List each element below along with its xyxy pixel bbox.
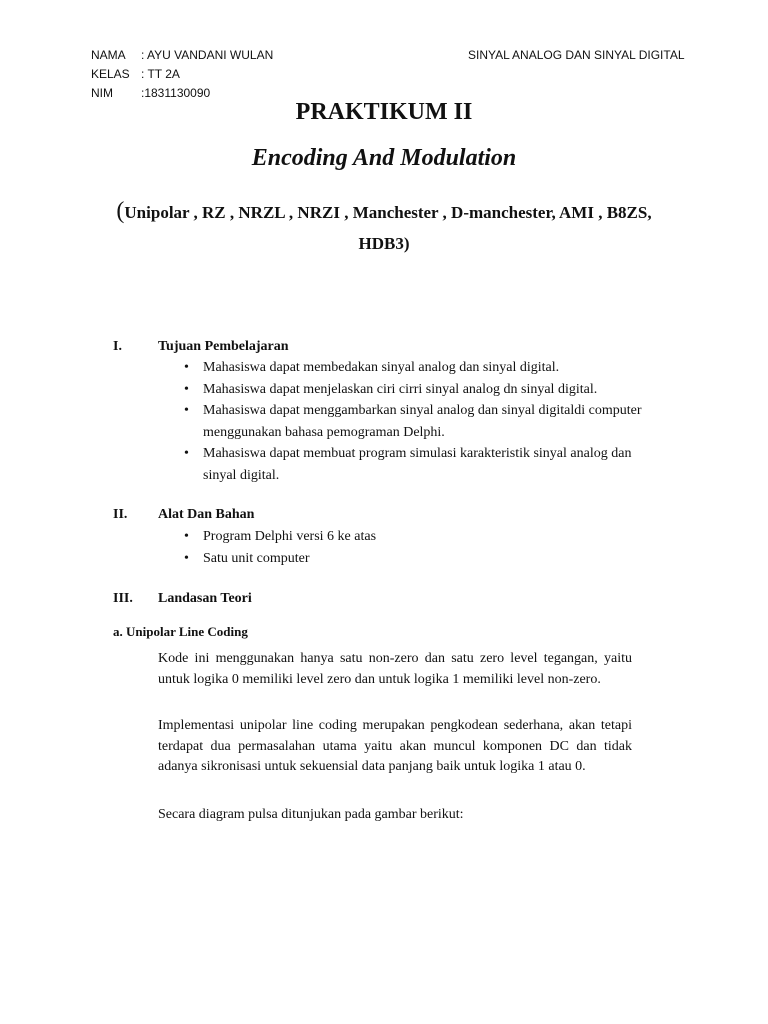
section-heading-2 (113, 507, 254, 523)
list-item-text: Program Delphi versi 6 ke atas (203, 529, 377, 544)
list-item-text: Mahasiswa dapat menggambarkan sinyal analog dan sinyal digitaldi computer menggunakan bahasa pemograman Delphi. (203, 403, 642, 440)
section-title: Alat Dan Bahan (158, 507, 255, 522)
paragraph-pulse-diagram-intro: Secara diagram pulsa ditunjukan pada gambar berikut: (158, 807, 464, 822)
list-item-text: Mahasiswa dapat membuat program simulasi karakteristik sinyal analog dan sinyal digital. (203, 446, 632, 483)
section-numeral: III. (113, 591, 133, 606)
close-paren: ) (403, 234, 410, 253)
section-heading-1 (113, 339, 289, 355)
list-item-text: Mahasiswa dapat menjelaskan ciri cirri sinyal analog dn sinyal digital. (203, 381, 598, 397)
tools-list (158, 526, 668, 569)
subsection-heading-unipolar: a. Unipolar Line Coding (113, 624, 248, 639)
bullet-icon: • (184, 381, 189, 397)
student-name-row (91, 46, 273, 65)
codes-line-2: HDB3 (358, 234, 404, 253)
section-title: Tujuan Pembelajaran (158, 339, 289, 354)
codes-line-1: Unipolar , RZ , NRZL , NRZI , Manchester , D-manchester, AMI , B8ZS, (124, 203, 652, 222)
section-heading-3 (113, 591, 252, 607)
list-item (158, 443, 668, 486)
name-value: : AYU VANDANI WULAN (141, 48, 274, 62)
subject-title: SINYAL ANALOG DAN SINYAL DIGITAL (468, 48, 685, 62)
paragraph-unipolar-implementation: Implementasi unipolar line coding merupakan pengkodean sederhana, akan tetapi terdapat dua permasalahan utama yaitu akan muncul komponen DC dan tidak adanya sikronisasi untuk sekuensial data panjang baik untuk logika 1 atau 0. (158, 718, 632, 774)
bullet-icon: • (184, 403, 189, 418)
section-numeral: I. (113, 339, 122, 354)
name-label: NAMA (91, 48, 126, 62)
bullet-icon: • (184, 550, 189, 566)
section-numeral: II. (113, 507, 128, 522)
student-info (91, 46, 273, 103)
open-paren: ( (116, 198, 125, 224)
bullet-icon: • (184, 446, 189, 461)
nim-value: :1831130090 (141, 86, 211, 100)
document-subtitle: Encoding And Modulation (251, 145, 517, 171)
class-value: : TT 2A (141, 67, 180, 81)
objectives-list (158, 357, 668, 486)
list-item (158, 379, 668, 401)
list-item-text: Mahasiswa dapat membedakan sinyal analog dan sinyal digital. (203, 360, 560, 375)
nim-label: NIM (91, 86, 113, 100)
bullet-icon: • (184, 360, 189, 375)
list-item (158, 548, 668, 570)
paragraph-unipolar-definition: Kode ini menggunakan hanya satu non-zero dan satu zero level tegangan, yaitu untuk logika 0 memiliki level zero dan untuk logika 1 memiliki level non-zero. (158, 651, 632, 687)
document-title: PRAKTIKUM II (295, 99, 473, 125)
encoding-list-title (0, 196, 768, 259)
encoding-list-line-2 (0, 228, 768, 259)
list-item (158, 400, 668, 443)
bullet-icon: • (184, 529, 189, 544)
section-title: Landasan Teori (158, 591, 252, 606)
encoding-list-line-1 (0, 196, 768, 228)
student-class-row (91, 65, 273, 84)
list-item (158, 526, 668, 548)
list-item-text: Satu unit computer (203, 550, 310, 566)
list-item (158, 357, 668, 379)
class-label: KELAS (91, 67, 130, 81)
